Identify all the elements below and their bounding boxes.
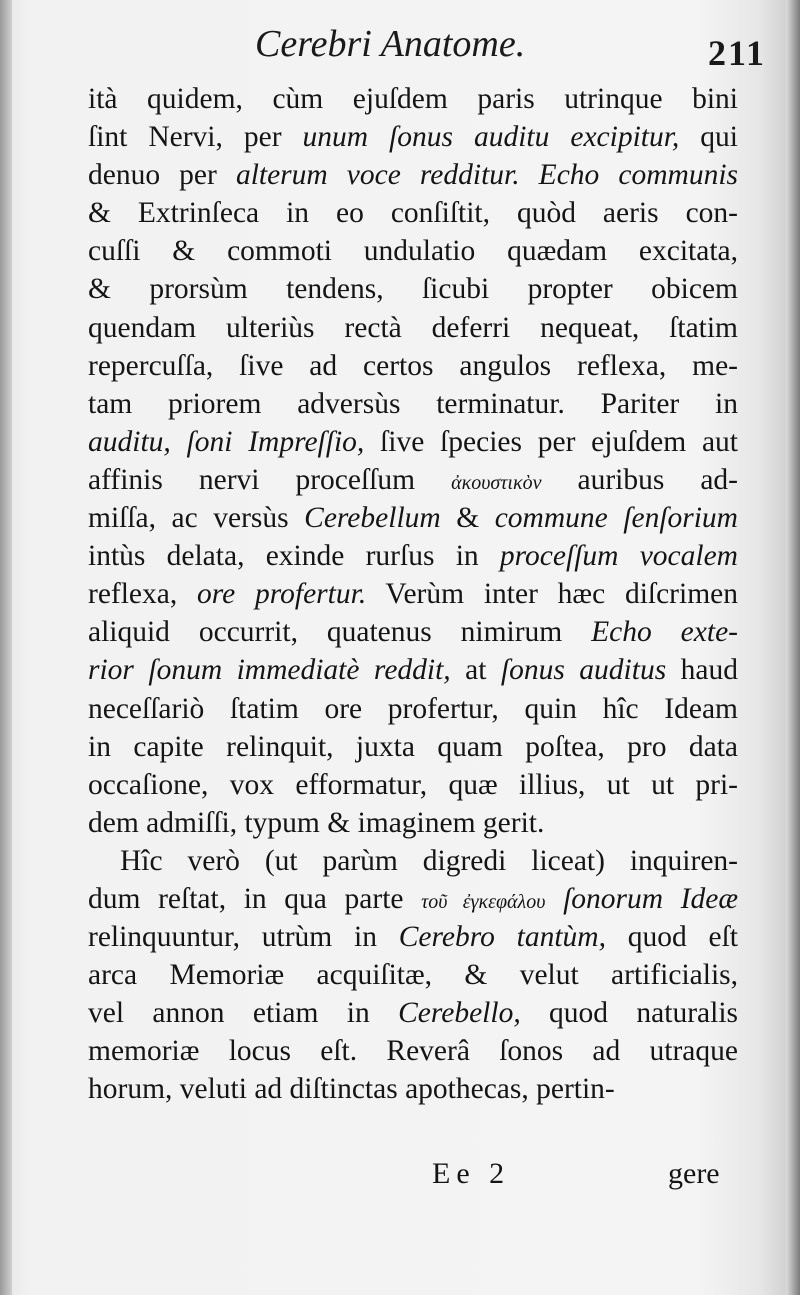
text-run: memoriæ locus eſt. Reverâ ſonos ad utraque <box>88 1035 738 1068</box>
italic-run: auditu, ſoni Impreſſio, <box>88 425 365 458</box>
text-line <box>88 651 738 689</box>
page-number: 211 <box>708 33 767 73</box>
text-line <box>88 499 738 537</box>
text-line <box>88 880 738 918</box>
italic-run: ore profertur. <box>197 578 367 611</box>
italic-run: unum ſonus auditu excipitur, <box>302 121 680 154</box>
text-line <box>88 728 738 766</box>
italic-run: commune ſenſorium <box>494 502 738 535</box>
greek-word: τοῦ ἐγκεφάλου <box>421 890 546 913</box>
page-edge-shadow <box>786 0 800 1295</box>
text-line <box>88 347 738 385</box>
italic-run: Echo exte- <box>591 616 738 649</box>
text-run: dem admiſſi, typum & imaginem gerit. <box>88 806 545 839</box>
text-run: ſive ſpecies per ejuſdem aut <box>364 425 739 458</box>
text-run: Verùm inter hæc diſcrimen <box>366 578 738 611</box>
text-run: Hîc verò (ut parùm digredi liceat) inquiren- <box>120 844 738 877</box>
text-run: neceſſariò ſtatim ore profertur, quin hîc Ideam <box>88 692 738 725</box>
text-run <box>545 883 563 915</box>
text-line <box>88 575 738 613</box>
text-run: relinquuntur, utrùm in <box>88 921 399 954</box>
text-line <box>88 423 738 461</box>
text-line <box>88 1032 738 1070</box>
text-run: qui <box>679 121 738 154</box>
text-line <box>88 613 738 651</box>
text-line <box>88 1070 738 1108</box>
text-run: & prorsùm tendens, ſicubi propter obicem <box>88 273 738 306</box>
text-run: denuo per <box>88 159 236 192</box>
text-line <box>88 842 738 880</box>
text-run: & Extrinſeca in eo conſiſtit, quòd aeris con- <box>88 197 738 230</box>
page-gutter-shadow <box>0 0 12 1295</box>
text-line <box>88 994 738 1032</box>
text-line <box>88 80 738 118</box>
text-line <box>88 918 738 956</box>
text-run: aliquid occurrit, quatenus nimirum <box>88 616 592 649</box>
text-line <box>88 766 738 804</box>
text-run: miſſa, ac versùs <box>88 502 305 535</box>
text-line <box>88 690 738 728</box>
italic-run: Cerebro tantùm, <box>398 921 606 954</box>
text-run: dum reſtat, in qua parte <box>88 882 422 915</box>
running-head: Cerebri Anatome. <box>255 23 526 65</box>
text-run: & <box>440 502 495 535</box>
text-line <box>88 270 738 308</box>
text-run: tam priorem adversùs terminatur. Pariter in <box>88 387 738 420</box>
text-line <box>88 309 738 347</box>
text-run: cuſſi & commoti undulatio quædam excitata, <box>88 235 738 268</box>
italic-run: proceſſum vocalem <box>499 540 738 573</box>
text-run: quendam ulteriùs rectà deferri nequeat, ſtatim <box>88 311 738 344</box>
italic-run: ſonus auditus <box>500 654 667 687</box>
text-line <box>88 118 738 156</box>
catchword: gere <box>668 1157 720 1190</box>
text-line <box>88 956 738 994</box>
text-run: horum, veluti ad diſtinctas apothecas, pertin- <box>88 1073 615 1106</box>
text-run: reflexa, <box>88 578 198 611</box>
text-line <box>88 232 738 270</box>
text-line <box>88 194 738 232</box>
text-run: at <box>450 654 501 687</box>
text-run: affinis nervi proceſſum <box>88 463 452 496</box>
text-run: in capite relinquit, juxta quam poſtea, pro data <box>88 730 738 763</box>
text-run: arca Memoriæ acquiſitæ, & velut artificialis, <box>88 959 738 992</box>
text-run: ſint Nervi, per <box>88 121 303 154</box>
text-run: intùs delata, exinde rurſus in <box>88 540 500 573</box>
text-line <box>88 804 738 842</box>
italic-run: rior ſonum immediatè reddit, <box>88 654 451 687</box>
text-line <box>88 385 738 423</box>
text-run: repercuſſa, ſive ad certos angulos reflexa, me- <box>88 349 738 382</box>
italic-run: ſonorum Ideæ <box>563 882 739 915</box>
greek-word: ἀκουστικὸν <box>451 471 542 494</box>
italic-run: alterum voce redditur. Echo communis <box>235 159 739 192</box>
text-line <box>88 461 738 499</box>
text-run: auribus ad- <box>541 463 739 496</box>
text-run: vel annon etiam in <box>88 997 399 1030</box>
italic-run: Cerebellum <box>304 502 441 535</box>
italic-run: Cerebello, <box>398 997 521 1030</box>
text-line <box>88 537 738 575</box>
text-run: occaſione, vox efformatur, quæ illius, ut ut pri- <box>88 768 738 801</box>
text-run: ità quidem, cùm ejuſdem paris utrinque bini <box>88 83 738 115</box>
signature-mark: Ee 2 <box>432 1157 511 1190</box>
body-text <box>88 80 738 1109</box>
text-line <box>88 156 738 194</box>
text-run: haud <box>666 654 738 687</box>
text-run: quod eſt <box>605 921 738 954</box>
text-run: quod naturalis <box>520 997 738 1030</box>
